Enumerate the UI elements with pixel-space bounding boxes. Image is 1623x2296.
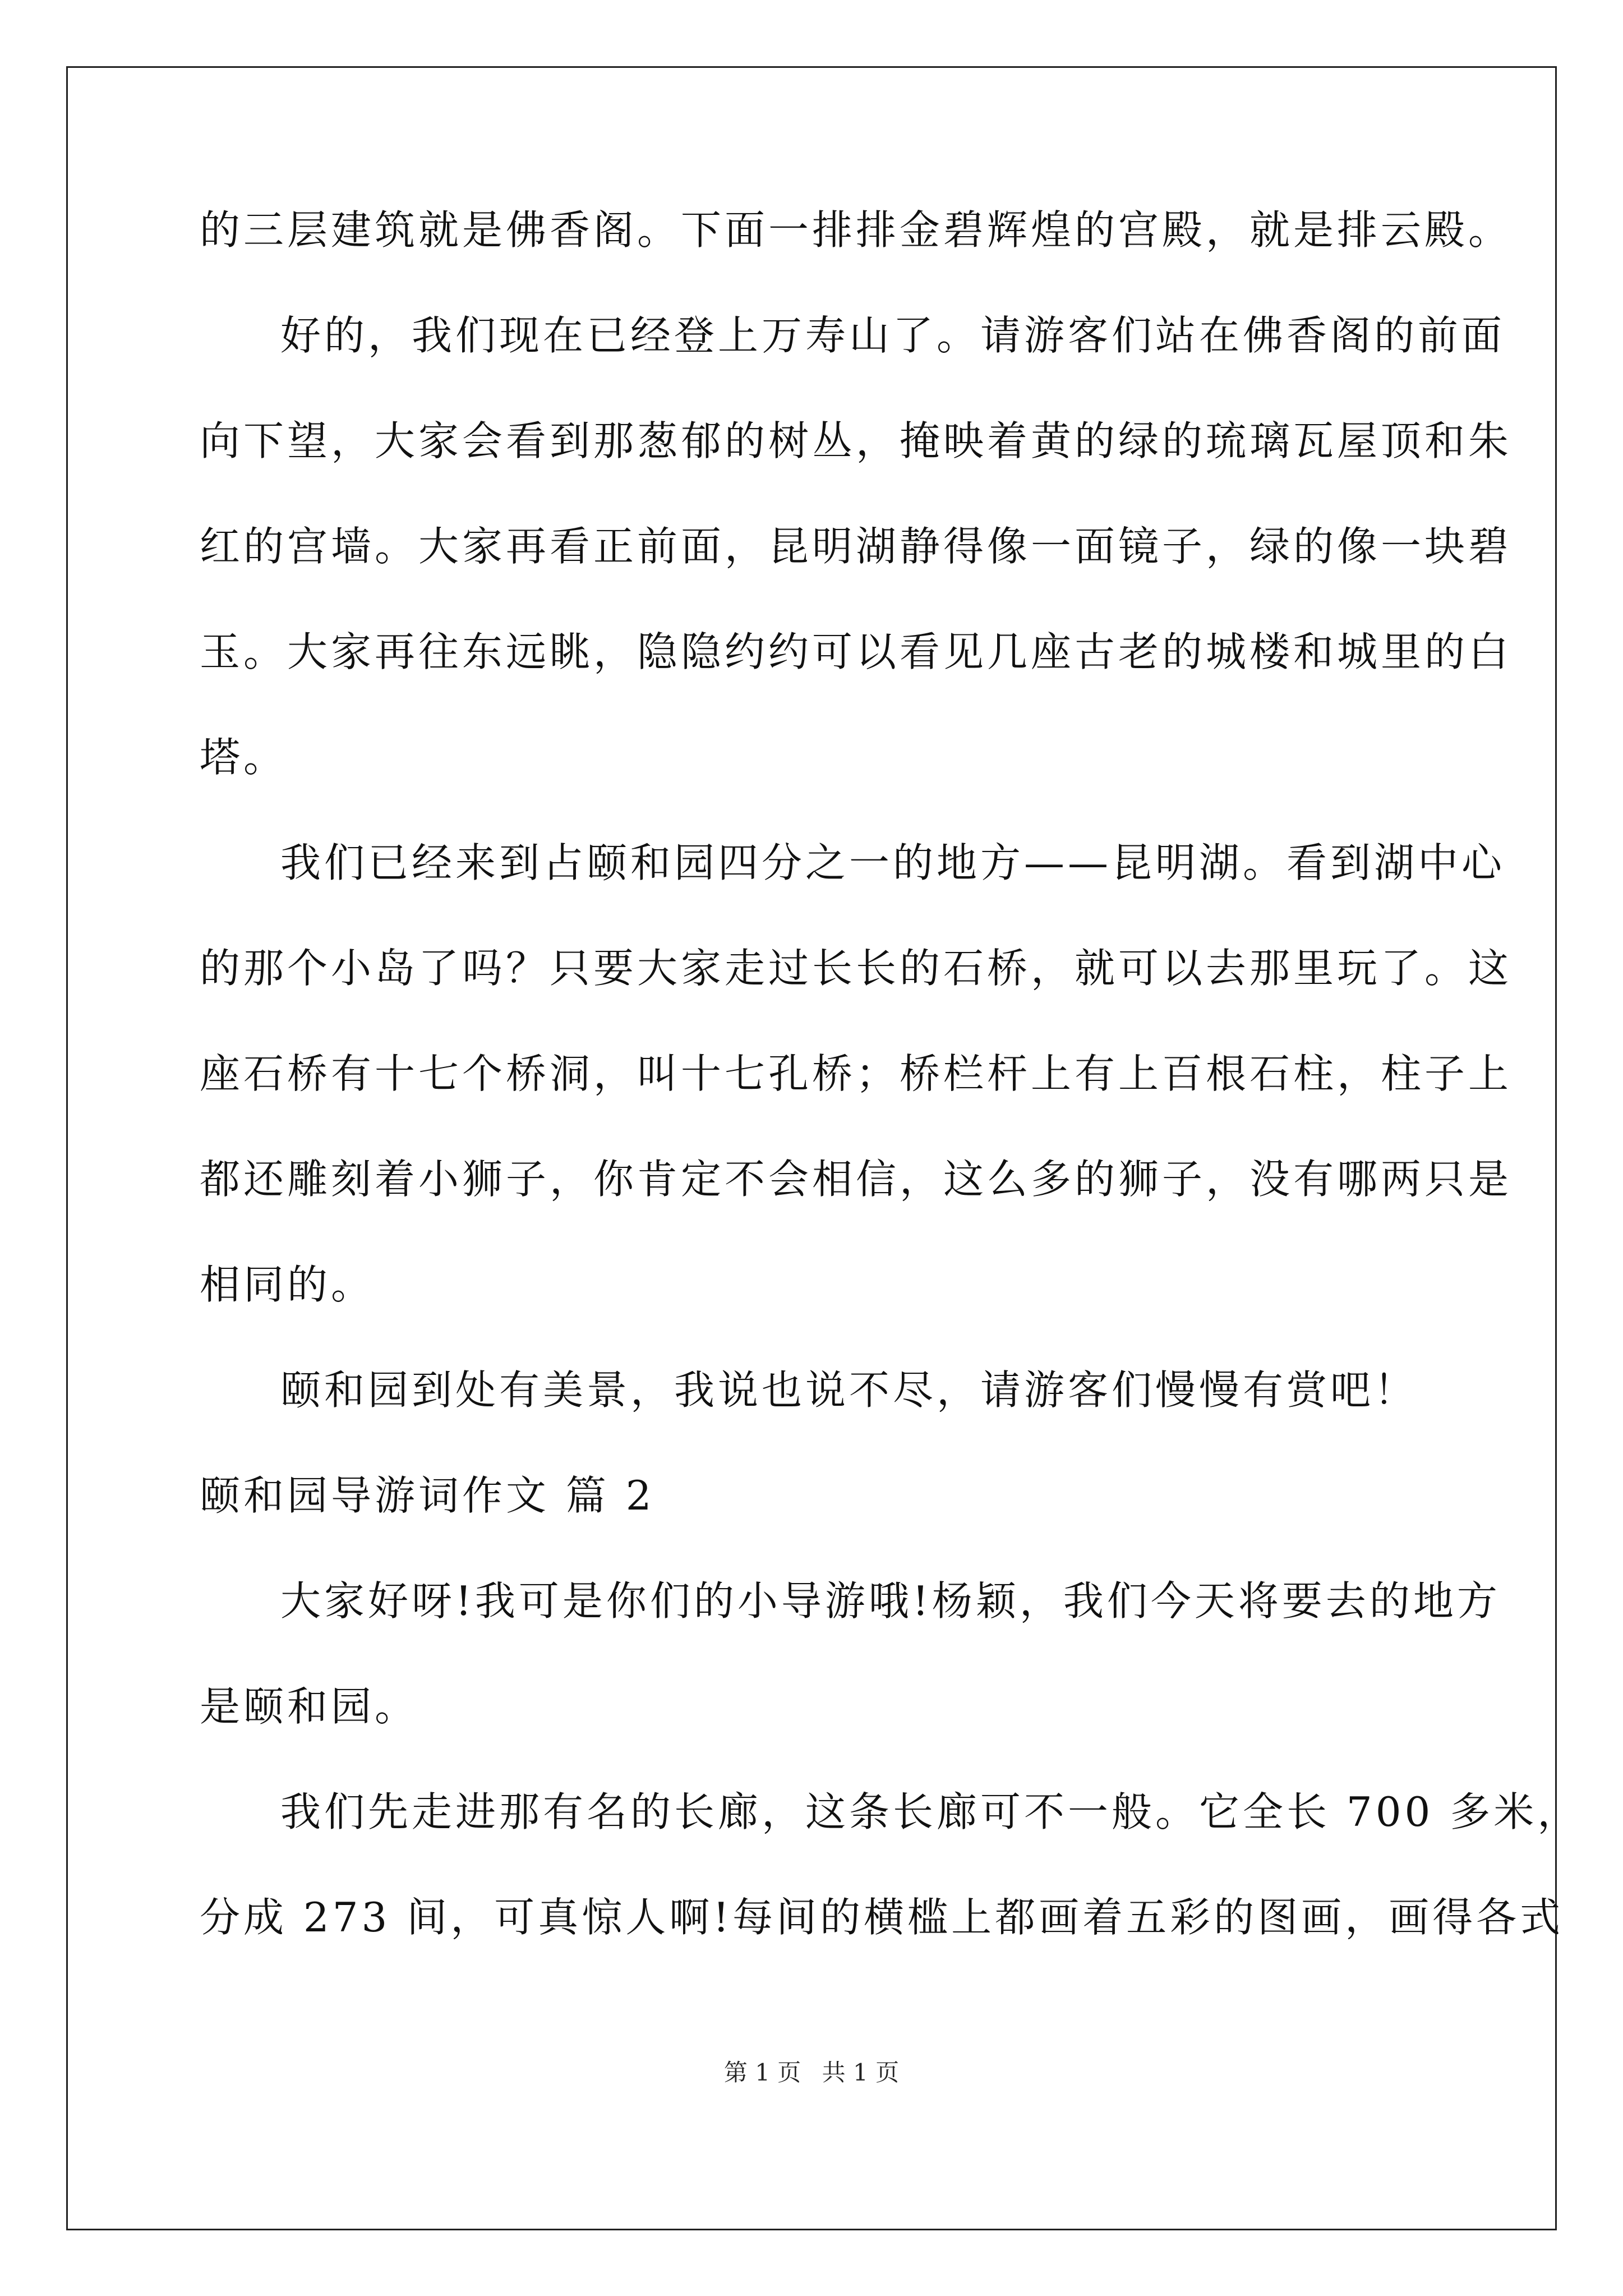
page-total: 共 1 页 [822, 2059, 900, 2086]
text-line: 的那个小岛了吗？只要大家走过长长的石桥，就可以去那里玩了。这 [200, 945, 1513, 992]
text-line: 红的宫墙。大家再看正前面，昆明湖静得像一面镜子，绿的像一块碧 [200, 523, 1513, 570]
text-line: 我们先走进那有名的长廊，这条长廊可不一般。它全长 700 多米， [280, 1788, 1581, 1835]
text-line: 向下望，大家会看到那葱郁的树丛，掩映着黄的绿的琉璃瓦屋顶和朱 [200, 417, 1513, 464]
page-footer [0, 2056, 1623, 2090]
text-line: 是颐和园。 [200, 1683, 419, 1730]
page-number: 第 1 页 [723, 2059, 801, 2086]
text-line: 的三层建筑就是佛香阁。下面一排排金碧辉煌的宫殿，就是排云殿。 [200, 206, 1513, 254]
text-line: 我们已经来到占颐和园四分之一的地方——昆明湖。看到湖中心 [280, 839, 1506, 886]
text-line: 大家好呀!我可是你们的小导游哦!杨颖，我们今天将要去的地方 [280, 1577, 1501, 1625]
text-line: 相同的。 [200, 1261, 375, 1308]
text-line: 座石桥有十七个桥洞，叫十七孔桥；桥栏杆上有上百根石柱，柱子上 [200, 1050, 1513, 1097]
text-line: 好的，我们现在已经登上万寿山了。请游客们站在佛香阁的前面 [280, 312, 1506, 359]
text-line: 颐和园到处有美景，我说也说不尽，请游客们慢慢有赏吧！ [280, 1366, 1418, 1414]
text-line: 都还雕刻着小狮子，你肯定不会相信，这么多的狮子，没有哪两只是 [200, 1156, 1513, 1203]
text-line: 玉。大家再往东远眺，隐隐约约可以看见几座古老的城楼和城里的白 [200, 628, 1513, 675]
text-line: 塔。 [200, 734, 288, 781]
section-heading: 颐和园导游词作文 篇 2 [200, 1472, 655, 1519]
text-line: 分成 273 间，可真惊人啊!每间的横槛上都画着五彩的图画，画得各式 [200, 1894, 1564, 1941]
